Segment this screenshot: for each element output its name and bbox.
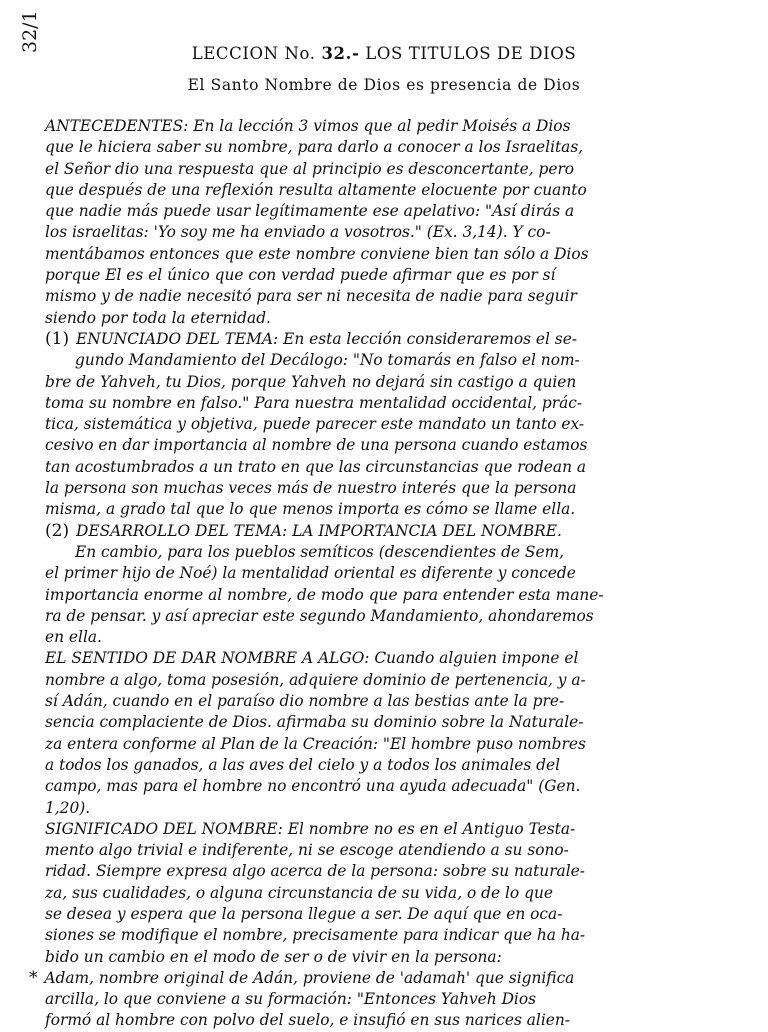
section-enunciado bbox=[45, 329, 735, 521]
text-line: que después de una reflexión resulta altamente elocuente por cuanto bbox=[45, 180, 587, 199]
text-line: en ella. bbox=[45, 628, 102, 647]
page-number: 32/1 bbox=[19, 10, 41, 53]
title-number: 32.- bbox=[321, 44, 360, 63]
text-line bbox=[45, 521, 735, 542]
antecedentes-paragraph bbox=[45, 116, 735, 329]
text-line bbox=[45, 329, 735, 350]
text-line: la persona son muchas veces más de nuestro interés que la persona bbox=[45, 479, 577, 498]
text-line: tica, sistemática y objetiva, puede parecer este mandato un tanto ex- bbox=[45, 415, 585, 434]
text-line: que le hiciera saber su nombre, para darlo a conocer a los Israelitas, bbox=[45, 138, 584, 157]
text-line: toma su nombre en falso." Para nuestra mentalidad occidental, prác- bbox=[45, 393, 583, 412]
lesson-body bbox=[29, 116, 735, 1032]
text-line: nombre a algo, toma posesión, adquiere dominio de pertenencia, y a- bbox=[45, 670, 586, 689]
text-line: sí Adán, cuando en el paraíso dio nombre a las bestias ante la pre- bbox=[45, 692, 565, 711]
text-line: za, sus cualidades, o alguna circunstancia de su vida, o de lo que bbox=[45, 883, 553, 902]
text-line: gundo Mandamiento del Decálogo: "No tomarás en falso el nom- bbox=[75, 351, 580, 370]
bullet-item bbox=[29, 967, 735, 1032]
section-heading-line: DESARROLLO DEL TEMA: LA IMPORTANCIA DEL NOMBRE. bbox=[76, 521, 562, 540]
text-line: formó al hombre con polvo del suelo, e insufió en sus narices alien- bbox=[45, 1011, 571, 1030]
text-line: bido un cambio en el modo de ser o de vivir en la persona: bbox=[45, 947, 502, 966]
lesson-subtitle: El Santo Nombre de Dios es presencia de Dios bbox=[187, 76, 581, 94]
text-line: mentábamos entonces que este nombre conviene bien tan sólo a Dios bbox=[45, 244, 589, 263]
text-line bbox=[29, 968, 735, 989]
title-text: LOS TITULOS DE DIOS bbox=[359, 44, 577, 63]
text-line: ANTECEDENTES: En la lección 3 vimos que al pedir Moisés a Dios bbox=[45, 117, 571, 135]
text-line: arcilla, lo que conviene a su formación: "Entonces Yahveh Dios bbox=[45, 990, 537, 1009]
text-line: porque El es el único que con verdad puede afirmar que es por sí bbox=[45, 266, 556, 285]
title-prefix: LECCION No. bbox=[191, 44, 322, 63]
text-line: sencia complaciente de Dios. afirmaba su dominio sobre la Naturale- bbox=[45, 713, 584, 732]
text-line: tan acostumbrados a un trato en que las circunstancias que rodean a bbox=[45, 457, 587, 476]
text-line: campo, mas para el hombre no encontró una ayuda adecuada" (Gen. bbox=[45, 777, 581, 796]
text-line: a todos los ganados, a las aves del cielo y a todos los animales del bbox=[45, 755, 561, 774]
text-line: ra de pensar. y así apreciar este segundo Mandamiento, ahondaremos bbox=[45, 606, 594, 625]
text-line: ridad. Siempre expresa algo acerca de la persona: sobre su naturale- bbox=[45, 862, 585, 881]
text-line: los israelitas: 'Yo soy me ha enviado a vosotros." (Ex. 3,14). Y co- bbox=[45, 223, 551, 242]
text-line: importancia enorme al nombre, de modo que para entender esta mane- bbox=[45, 585, 604, 604]
text-line: misma, a grado tal que lo que menos importa es cómo se llame ella. bbox=[45, 500, 576, 519]
text-line: mento algo trivial e indiferente, ni se escoge atendiendo a su sono- bbox=[45, 841, 569, 860]
lesson-title bbox=[0, 44, 768, 63]
bullet-marker: * bbox=[29, 967, 38, 988]
text-line: siendo por toda la eternidad. bbox=[45, 308, 271, 327]
text-line: bre de Yahveh, tu Dios, porque Yahveh no dejará sin castigo a quien bbox=[45, 372, 577, 391]
bullet-line: Adam, nombre original de Adán, proviene de 'adamah' que significa bbox=[44, 968, 575, 987]
section-desarrollo bbox=[45, 521, 735, 968]
text-line: mismo y de nadie necesitó para ser ni necesita de nadie para seguir bbox=[45, 287, 577, 306]
text-line: se desea y espera que la persona llegue a ser. De aquí que en oca- bbox=[45, 904, 563, 923]
text-line: que nadie más puede usar legítimamente ese apelativo: "Así dirás a bbox=[45, 202, 575, 221]
text-line: SIGNIFICADO DEL NOMBRE: El nombre no es en el Antiguo Testa- bbox=[45, 819, 576, 838]
text-line: EL SENTIDO DE DAR NOMBRE A ALGO: Cuando alguien impone el bbox=[45, 649, 579, 668]
text-line: En cambio, para los pueblos semíticos (descendientes de Sem, bbox=[75, 542, 565, 561]
text-line: el Señor dio una respuesta que al principio es desconcertante, pero bbox=[45, 159, 575, 178]
text-line: cesivo en dar importancia al nombre de una persona cuando estamos bbox=[45, 436, 588, 455]
section-marker: (1) bbox=[45, 328, 70, 349]
section-heading-line: ENUNCIADO DEL TEMA: En esta lección consideraremos el se- bbox=[76, 329, 578, 348]
section-marker: (2) bbox=[45, 520, 70, 541]
text-line: 1,20). bbox=[45, 798, 91, 817]
text-line: za entera conforme al Plan de la Creación: "El hombre puso nombres bbox=[45, 734, 586, 753]
text-line: siones se modifique el nombre, precisamente para indicar que ha ha- bbox=[45, 926, 586, 945]
text-line: el primer hijo de Noé) la mentalidad oriental es diferente y concede bbox=[45, 564, 576, 583]
